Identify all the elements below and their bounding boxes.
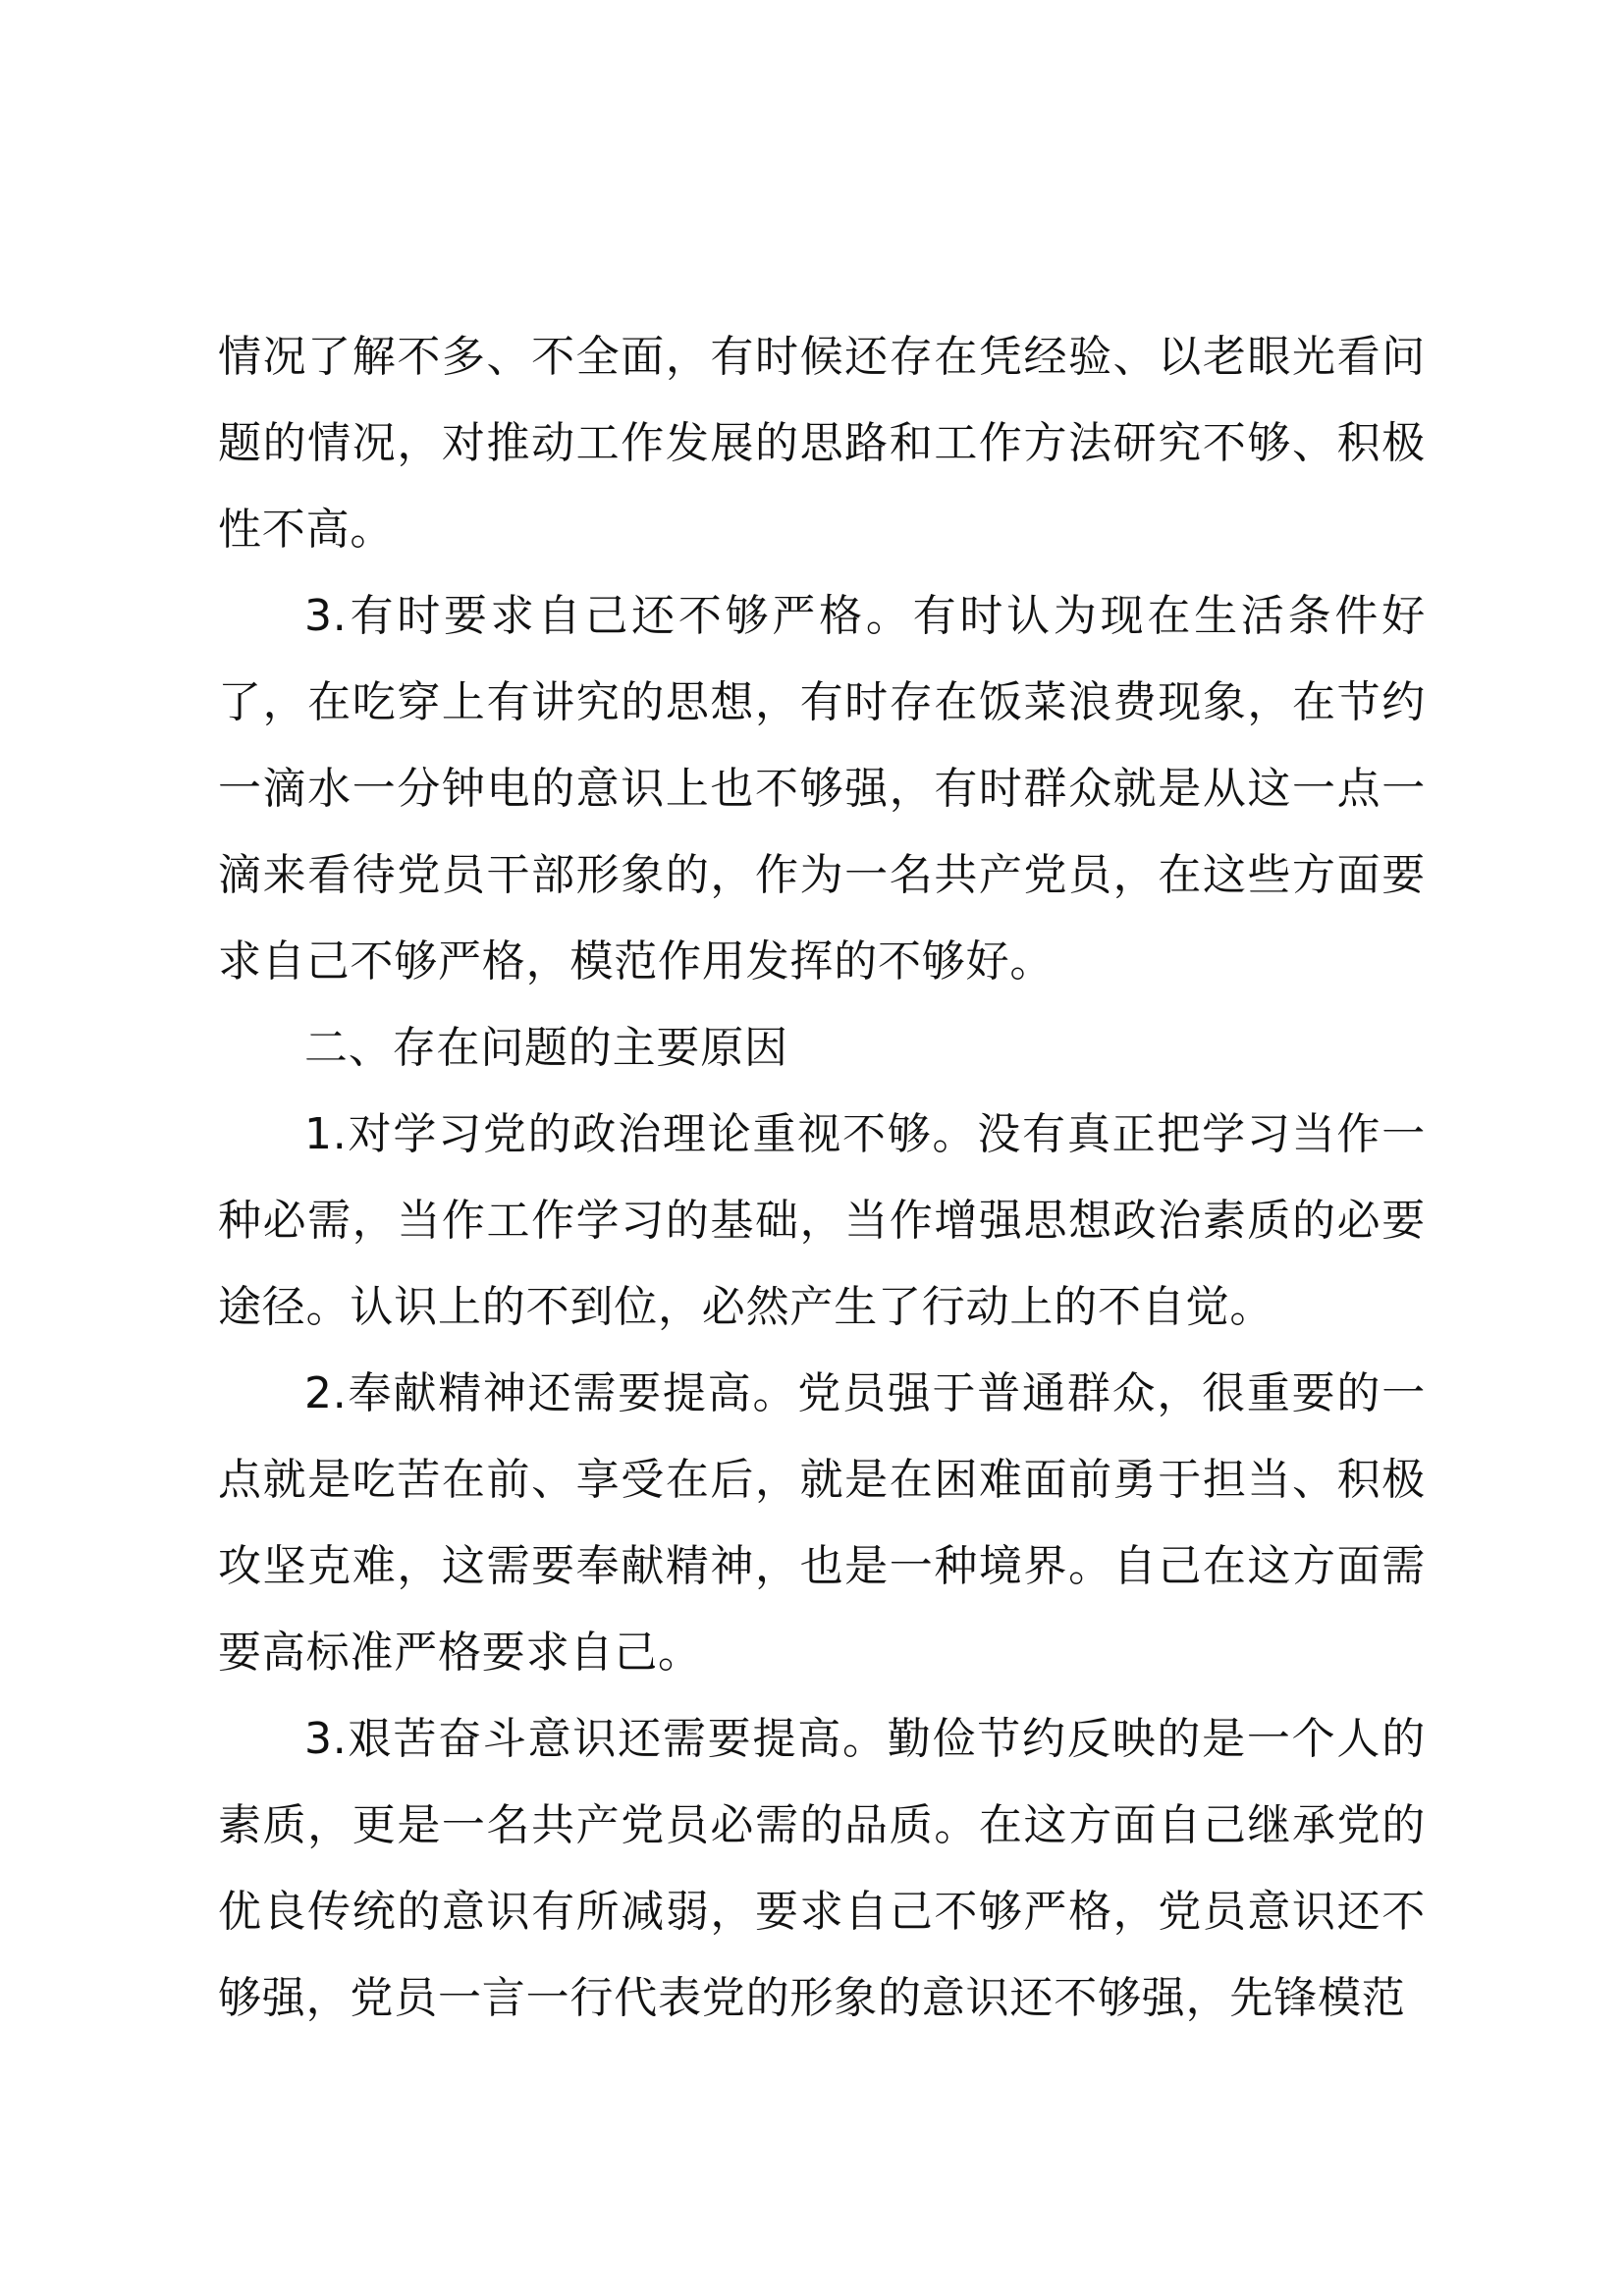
- paragraph-reason-3: 3.艰苦奋斗意识还需要提高。勤俭节约反映的是一个人的素质，更是一名共产党员必需的品质。在这方面自己继承党的优良传统的意识有所减弱，要求自己不够严格，党员意识还不够强，党员一言一行代表党的形象的意识还不够强，先锋模范: [218, 1714, 1426, 2023]
- document-body: [218, 314, 1426, 2042]
- paragraph-reason-1: 1.对学习党的政治理论重视不够。没有真正把学习当作一种必需，当作工作学习的基础，当作增强思想政治素质的必要途径。认识上的不到位，必然产生了行动上的不自觉。: [218, 1109, 1426, 1332]
- paragraph-continued: 情况了解不多、不全面，有时候还存在凭经验、以老眼光看问题的情况，对推动工作发展的思路和工作方法研究不够、积极性不高。: [218, 332, 1426, 555]
- paragraph-item-3-strict: 3.有时要求自己还不够严格。有时认为现在生活条件好了，在吃穿上有讲究的思想，有时存在饭菜浪费现象，在节约一滴水一分钟电的意识上也不够强，有时群众就是从这一点一滴来看待党员干部形象的，作为一名共产党员，在这些方面要求自己不够严格，模范作用发挥的不够好。: [218, 591, 1426, 987]
- paragraph-reason-2: 2.奉献精神还需要提高。党员强于普通群众，很重要的一点就是吃苦在前、享受在后，就是在困难面前勇于担当、积极攻坚克难，这需要奉献精神，也是一种境界。自己在这方面需要高标准严格要求自己。: [218, 1368, 1426, 1678]
- section-heading-main-reasons: 二、存在问题的主要原因: [304, 1023, 788, 1073]
